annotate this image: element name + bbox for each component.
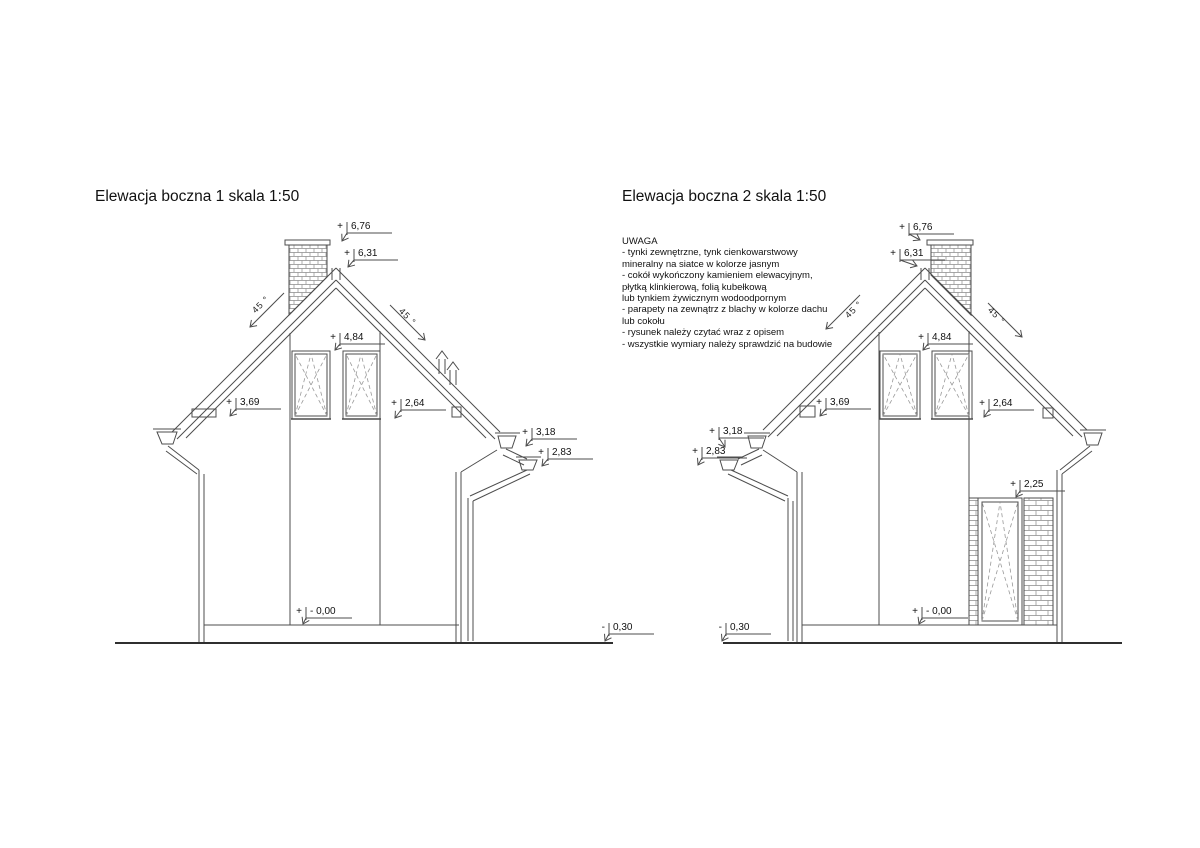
dim-sign: + bbox=[337, 221, 343, 232]
dim-value: 6,76 bbox=[913, 222, 933, 233]
ground bbox=[115, 625, 613, 643]
gable-wall-edges bbox=[879, 331, 969, 625]
dim-value: 6,76 bbox=[351, 221, 371, 232]
clinker-strip-right bbox=[1024, 498, 1053, 625]
dim-door-top bbox=[1010, 479, 1043, 490]
elevation1-drawing bbox=[115, 222, 654, 643]
dim-roof-step bbox=[226, 397, 259, 408]
dim-sign: - bbox=[718, 622, 722, 633]
note-line: mineralny na siatce w kolorze jasnym bbox=[622, 258, 780, 270]
dim-window-sill bbox=[979, 398, 1012, 409]
terrace-door bbox=[969, 498, 1053, 625]
dim-value: 2,64 bbox=[993, 398, 1013, 409]
dim-sign: + bbox=[522, 427, 528, 438]
downpipe-right bbox=[468, 470, 530, 641]
dim-sign: + bbox=[912, 606, 918, 617]
dim-window-top bbox=[918, 332, 951, 343]
dim-sign: + bbox=[1010, 479, 1016, 490]
note-line: - cokół wykończony kamieniem elewacyjnym, bbox=[622, 270, 813, 282]
dim-chimney-top bbox=[899, 222, 932, 233]
dim-ridge bbox=[344, 248, 377, 259]
dim-value: 2,83 bbox=[706, 446, 726, 457]
dim-value: 3,18 bbox=[536, 427, 556, 438]
elevation2-roof-angle-right: 45 ° bbox=[985, 305, 1008, 327]
gable-window-left bbox=[879, 351, 921, 419]
roof-step-left bbox=[800, 406, 815, 417]
dim-terrain bbox=[716, 622, 749, 633]
dim-value: 2,83 bbox=[552, 447, 572, 458]
elevation2-title: Elewacja boczna 2 skala 1:50 bbox=[622, 188, 827, 205]
wall-left bbox=[763, 450, 802, 643]
dim-floor bbox=[296, 606, 336, 617]
dim-eaves-low bbox=[538, 447, 571, 458]
dim-value: - 0,00 bbox=[926, 606, 952, 617]
dim-value: - 0,00 bbox=[310, 606, 336, 617]
clinker-strip-left bbox=[969, 498, 978, 625]
dim-window-sill bbox=[391, 398, 424, 409]
dim-sign: + bbox=[918, 332, 924, 343]
dim-value: 0,30 bbox=[730, 622, 750, 633]
dim-ridge bbox=[890, 248, 923, 259]
dim-value: 2,64 bbox=[405, 398, 425, 409]
wall-right bbox=[456, 450, 497, 643]
elevation1-roof-angle-right: 45 ° bbox=[396, 306, 419, 328]
dim-sign: + bbox=[296, 606, 302, 617]
gutter-right bbox=[1080, 430, 1106, 445]
elevation1-roof-angle-left: 45 ° bbox=[250, 293, 272, 316]
roof-step-left bbox=[192, 409, 216, 417]
dim-floor bbox=[912, 606, 952, 617]
roof-step-right bbox=[1043, 408, 1053, 418]
note-heading: UWAGA bbox=[622, 236, 658, 247]
dim-window-top bbox=[330, 332, 363, 343]
wall-right bbox=[1057, 446, 1092, 643]
dim-value: 3,69 bbox=[830, 397, 850, 408]
dim-sign: + bbox=[391, 398, 397, 409]
gutter-left bbox=[153, 429, 181, 444]
gable-window-left bbox=[291, 351, 331, 419]
elevation1-title: Elewacja boczna 1 skala 1:50 bbox=[95, 188, 300, 205]
ridge-cap bbox=[332, 268, 340, 280]
dim-sign: + bbox=[330, 332, 336, 343]
gable-window-right bbox=[931, 351, 973, 419]
dim-value: 0,30 bbox=[613, 622, 633, 633]
dim-sign: - bbox=[601, 622, 605, 633]
dim-sign: + bbox=[692, 446, 698, 457]
note-line: - tynki zewnętrzne, tynk cienkowarstwowy bbox=[622, 247, 798, 259]
dim-value: 3,69 bbox=[240, 397, 260, 408]
dim-sign: + bbox=[344, 248, 350, 259]
note-line: - wszystkie wymiary należy sprawdzić na budowie bbox=[622, 338, 833, 350]
dim-value: 6,31 bbox=[358, 248, 378, 259]
dim-roof-step bbox=[816, 397, 849, 408]
ridge-cap bbox=[921, 268, 929, 280]
dim-sign: + bbox=[709, 426, 715, 437]
dim-value: 3,18 bbox=[723, 426, 743, 437]
downpipe-left bbox=[728, 470, 793, 641]
dim-terrain bbox=[599, 622, 632, 633]
dim-sign: + bbox=[538, 447, 544, 458]
note-block bbox=[622, 236, 832, 350]
roof bbox=[172, 268, 500, 439]
dim-sign: + bbox=[979, 398, 985, 409]
dim-value: 6,31 bbox=[904, 248, 924, 259]
elevation2-roof-angle-left: 45 ° bbox=[843, 298, 865, 321]
dim-eaves-low bbox=[692, 446, 725, 457]
gable-window-right bbox=[342, 351, 381, 419]
note-line: lub cokołu bbox=[622, 315, 665, 327]
dim-value: 4,84 bbox=[932, 332, 952, 343]
dim-eaves-main bbox=[522, 427, 555, 438]
note-line: płytką klinkierową, folią kubełkową bbox=[622, 281, 767, 293]
chimney bbox=[285, 240, 330, 315]
dim-sign: + bbox=[899, 222, 905, 233]
note-line: lub tynkiem żywicznym wodoodpornym bbox=[622, 293, 787, 305]
note-line: - rysunek należy czytać wraz z opisem bbox=[622, 327, 785, 339]
dim-sign: + bbox=[226, 397, 232, 408]
dim-sign: + bbox=[890, 248, 896, 259]
wall-left bbox=[166, 446, 204, 643]
dim-value: 2,25 bbox=[1024, 479, 1044, 490]
dim-chimney-top bbox=[337, 221, 370, 232]
dim-sign: + bbox=[816, 397, 822, 408]
dim-eaves-main bbox=[709, 426, 742, 437]
dim-value: 4,84 bbox=[344, 332, 364, 343]
note-line: - parapety na zewnątrz z blachy w kolorze dachu bbox=[622, 304, 828, 316]
